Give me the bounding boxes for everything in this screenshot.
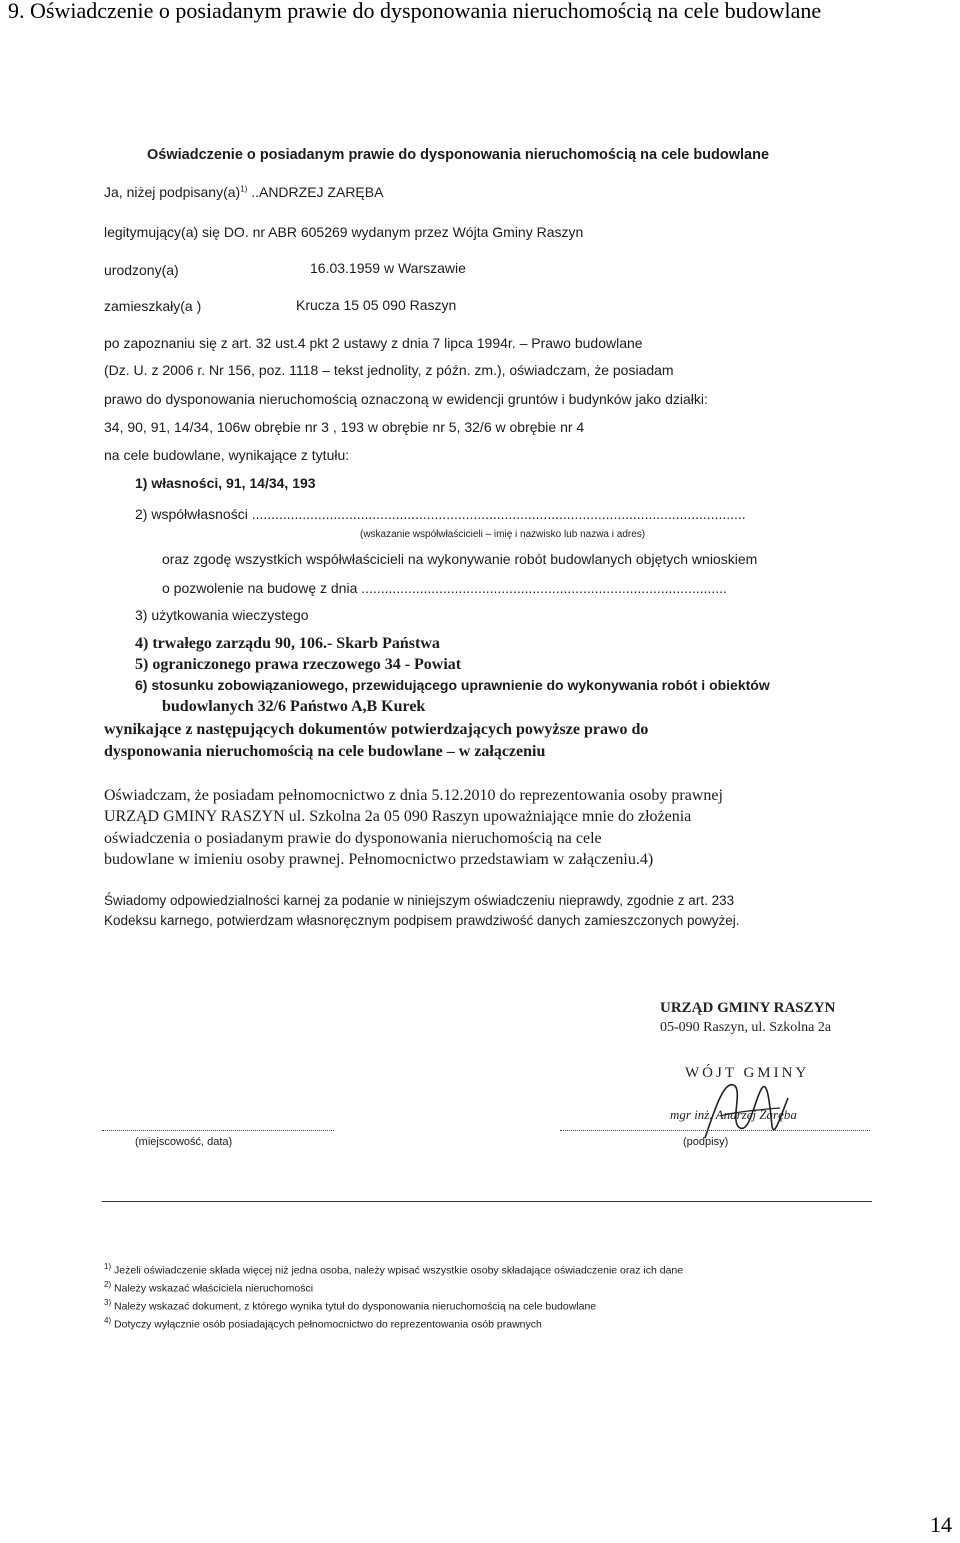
footnote-ref-1: 1) [240,184,248,194]
proxy-line-4: budowlane w imieniu osoby prawnej. Pełnomocnictwo przedstawiam w załączeniu.4) [104,851,654,868]
name-line [104,184,383,200]
stamp-name: mgr inż. Andrzej Zaręba [670,1107,797,1122]
proxy-line-2: URZĄD GMINY RASZYN ul. Szkolna 2a 05 090 Raszyn upoważniające mnie do złożenia [104,808,692,825]
place-date-label: (miejscowość, data) [135,1136,233,1148]
born-label: urodzony(a) [104,262,179,278]
co-owners-note: (wskazanie współwłaścicieli – imię i nazwisko lub nazwa i adres) [360,529,646,540]
address-value: Krucza 15 05 090 Raszyn [296,297,457,313]
footnote-4-number: 4) [104,1316,112,1325]
footnote-3-number: 3) [104,1298,112,1307]
proxy-line-1: Oświadczam, że posiadam pełnomocnictwo z dnia 5.12.2010 do reprezentowania osoby prawnej [104,787,723,804]
form-title: Oświadczenie o posiadanym prawie do dysponowania nieruchomością na cele budowlane [147,147,770,163]
title-item-2: 2) współwłasności ............................................................................................................................... [135,506,746,522]
liability-line-1: Świadomy odpowiedzialności karnej za podanie w niniejszym oświadczeniu nieprawdy, zgodnie z art. 233 [104,893,735,908]
liability-line-2: Kodeksu karnego, potwierdzam własnoręcznym podpisem prawdziwość danych zamieszczonych powyżej. [104,913,740,928]
title-item-3: 3) użytkowania wieczystego [135,607,309,623]
title-item-6-line-2: budowlanych 32/6 Państwo A,B Kurek [162,698,426,715]
stamp-position: WÓJT GMINY [685,1065,810,1081]
page-heading: 9. Oświadczenie o posiadanym prawie do dysponowania nieruchomością na cele budowlane [8,0,822,23]
footnote-separator [102,1201,872,1202]
statement-line-5: na cele budowlane, wynikające z tytułu: [104,447,350,463]
title-item-5: 5) ograniczonego prawa rzeczowego 34 - Powiat [135,656,462,673]
address-label: zamieszkały(a ) [104,298,202,314]
signature-line [560,1130,870,1131]
stamp-office-name: URZĄD GMINY RASZYN [660,1000,836,1016]
title-item-6: 6) stosunku zobowiązaniowego, przewidującego uprawnienie do wykonywania robót i obiektów [135,677,770,693]
signature-label: (podpisy) [683,1136,729,1148]
proxy-line-3: oświadczenia o posiadanym prawie do dysponowania nieruchomością na cele [104,830,602,847]
statement-line-2: (Dz. U. z 2006 r. Nr 156, poz. 1118 – tekst jednolity, z późn. zm.), oświadczam, że posiadam [104,362,674,378]
stamp-office-address: 05-090 Raszyn, ul. Szkolna 2a [660,1020,832,1035]
title-item-1: 1) własności, 91, 14/34, 193 [135,475,316,491]
footnote-3 [104,1298,596,1313]
id-line: legitymujący(a) się DO. nr ABR 605269 wydanym przez Wójta Gminy Raszyn [104,224,584,240]
footnote-1 [104,1262,683,1277]
footnote-4 [104,1316,542,1331]
born-value: 16.03.1959 w Warszawie [310,260,466,276]
name-value: ..ANDRZEJ ZARĘBA [251,184,384,200]
footnote-2 [104,1280,313,1295]
footnote-1-text: Jeżeli oświadczenie składa więcej niż jedna osoba, należy wpisać wszystkie osoby składające oświadczenie oraz ich dane [114,1264,684,1277]
place-date-line [102,1130,334,1131]
title-item-2-line-2: oraz zgodę wszystkich współwłaścicieli na wykonywanie robót budowlanych objętych wnioskiem [162,551,758,567]
documents-line-2: dysponowania nieruchomością na cele budowlane – w załączeniu [104,743,546,760]
footnote-1-number: 1) [104,1262,112,1271]
title-item-2-line-3: o pozwolenie na budowę z dnia .............................................................................................. [162,580,727,596]
name-label: Ja, niżej podpisany(a) [104,184,241,200]
page-number: 14 [930,1512,952,1537]
documents-line-1: wynikające z następujących dokumentów potwierdzających powyższe prawo do [104,721,649,738]
footnote-2-number: 2) [104,1280,112,1289]
footnote-3-text: Należy wskazać dokument, z którego wynika tytuł do dysponowania nieruchomością na cele budowlane [114,1300,597,1313]
statement-line-1: po zapoznaniu się z art. 32 ust.4 pkt 2 ustawy z dnia 7 lipca 1994r. – Prawo budowlane [104,335,643,351]
footnote-4-text: Dotyczy wyłącznie osób posiadających pełnomocnictwo do reprezentowania osób prawnych [114,1318,542,1331]
statement-line-3: prawo do dysponowania nieruchomością oznaczoną w ewidencji gruntów i budynków jako działki: [104,391,708,407]
footnote-2-text: Należy wskazać właściciela nieruchomości [114,1282,314,1295]
statement-line-4: 34, 90, 91, 14/34, 106w obrębie nr 3 , 193 w obrębie nr 5, 32/6 w obrębie nr 4 [104,419,585,435]
title-item-4: 4) trwałego zarządu 90, 106.- Skarb Państwa [135,635,440,652]
